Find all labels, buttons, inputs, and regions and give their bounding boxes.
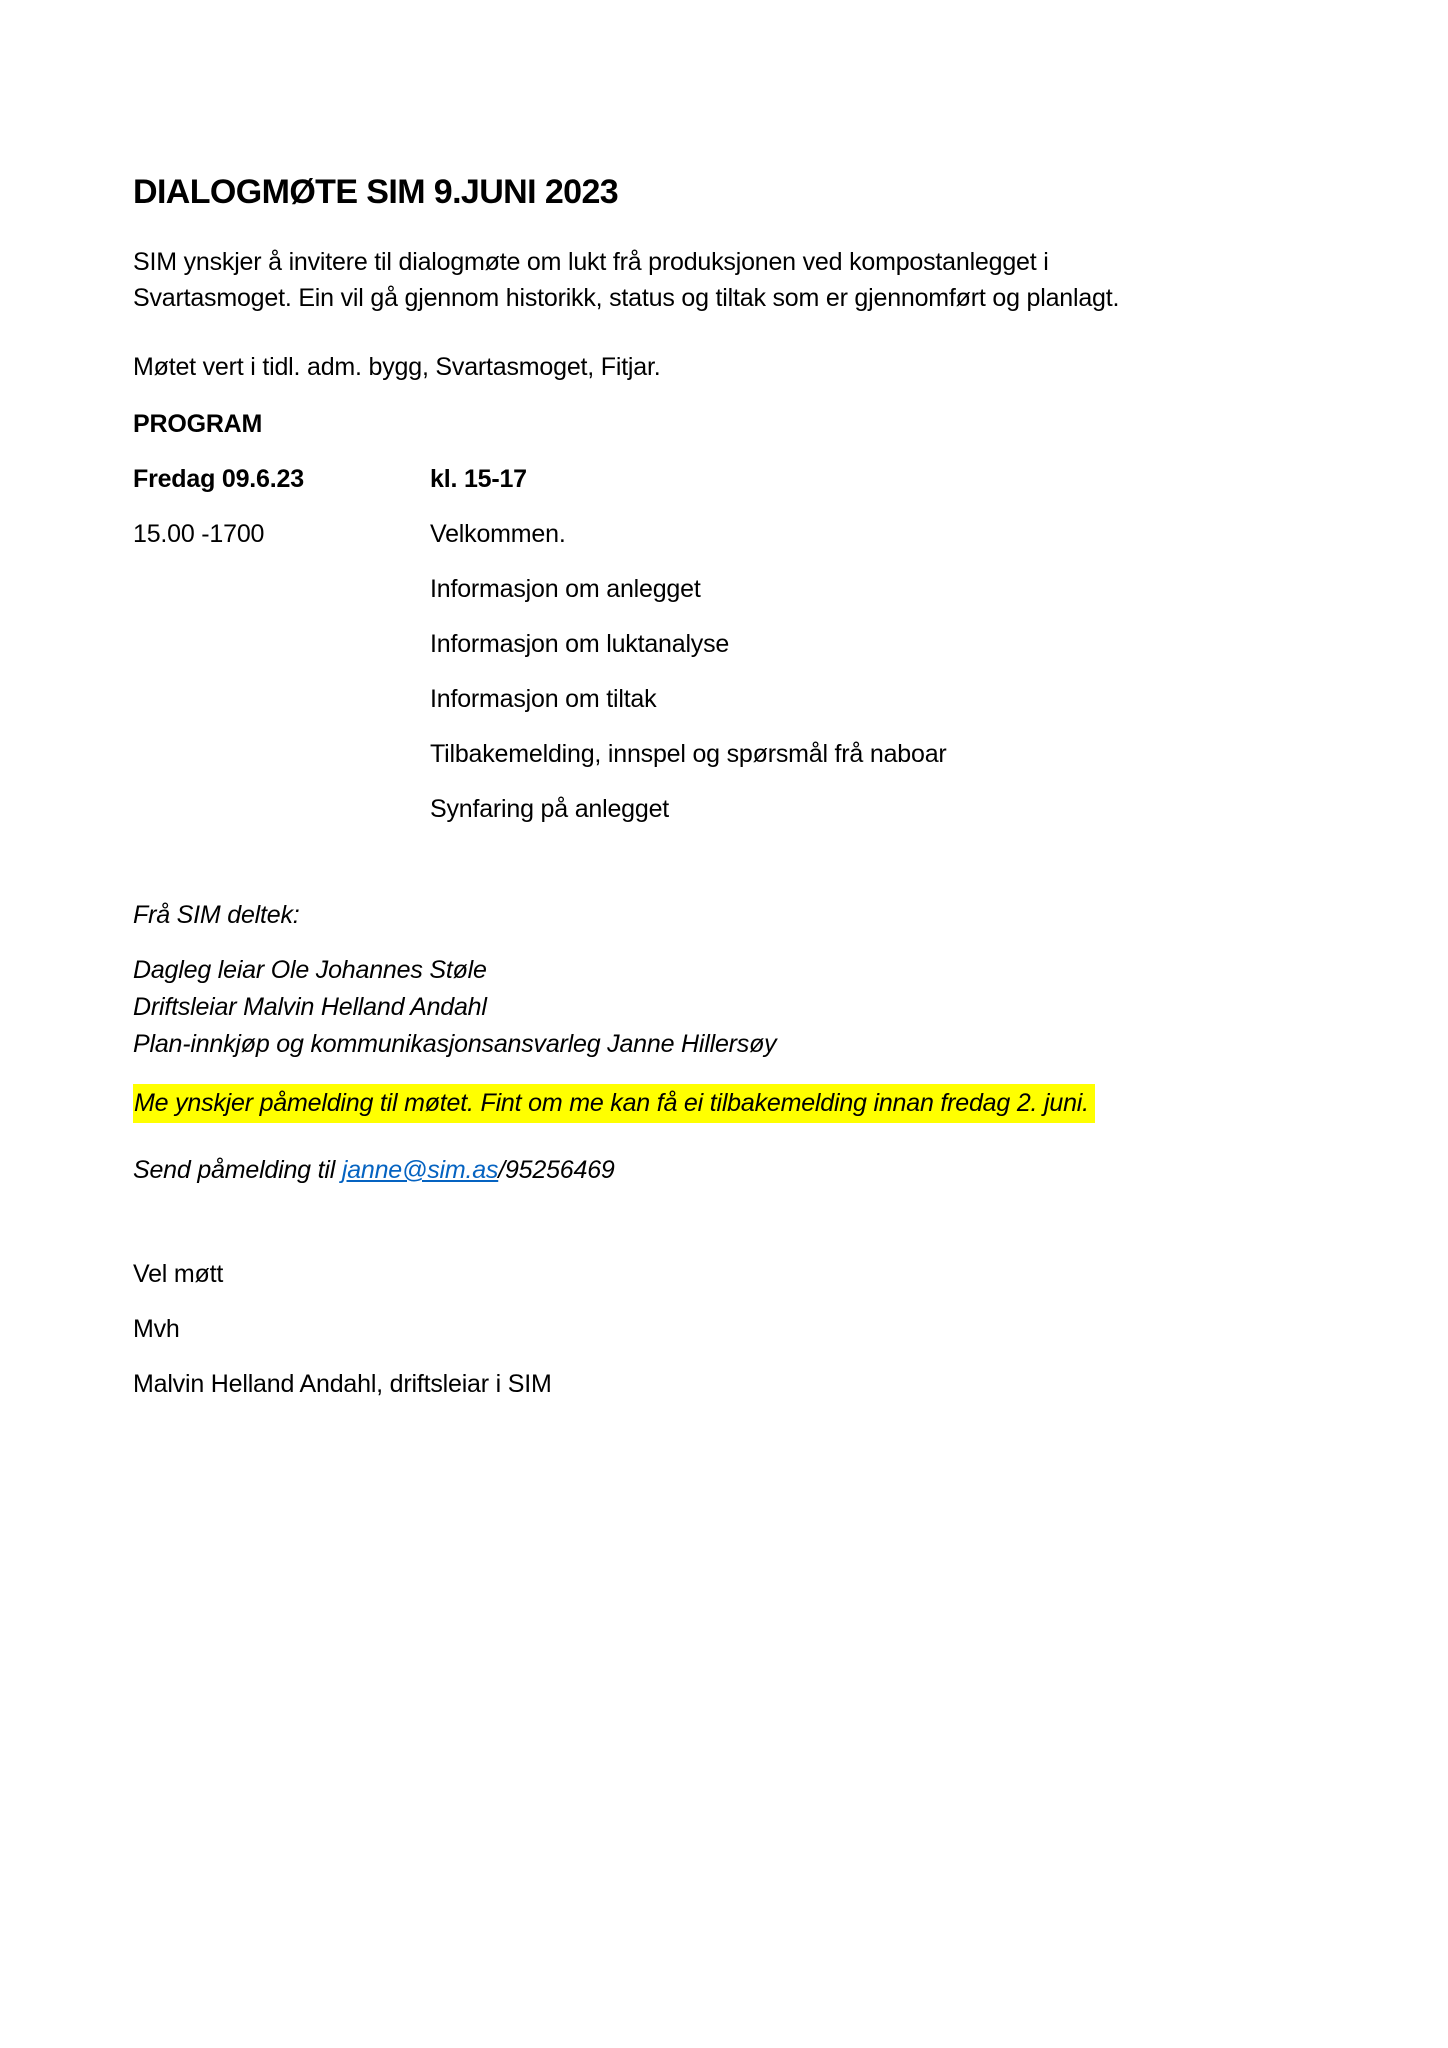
participant: Plan-innkjøp og kommunikasjonsansvarleg Janne Hillersøy — [133, 1030, 777, 1058]
email-link[interactable]: janne@sim.as — [341, 1156, 499, 1184]
intro-line: SIM ynskjer å invitere til dialogmøte om lukt frå produksjonen ved kompostanlegget i — [133, 248, 1049, 276]
program-row — [133, 736, 1328, 772]
intro-line: Svartasmoget. Ein vil gå gjennom historikk, status og tiltak som er gjennomført og planlagt. — [133, 284, 1120, 312]
signup-phone: /95256469 — [498, 1156, 615, 1184]
participant: Dagleg leiar Ole Johannes Støle — [133, 956, 487, 984]
program-row — [133, 571, 1328, 607]
program-row-time — [133, 626, 430, 662]
participants-list — [133, 952, 1328, 1063]
highlighted-text: Me ynskjer påmelding til møtet. Fint om me kan få ei tilbakemelding innan fredag 2. juni. — [133, 1084, 1095, 1123]
intro-paragraph — [133, 244, 1233, 316]
program-row-time — [133, 736, 430, 772]
program-header-row — [133, 461, 1328, 497]
program-row-item: Informasjon om luktanalyse — [430, 630, 730, 658]
location-line: Møtet vert i tidl. adm. bygg, Svartasmoget, Fitjar. — [133, 353, 661, 381]
program-time-range: kl. 15-17 — [430, 465, 527, 493]
program-row-item: Informasjon om tiltak — [430, 685, 657, 713]
program-row — [133, 626, 1328, 662]
closing-line: Vel møtt — [133, 1260, 224, 1288]
closing-line: Mvh — [133, 1315, 180, 1343]
document-title: DIALOGMØTE SIM 9.JUNI 2023 — [133, 173, 619, 211]
program-row — [133, 681, 1328, 717]
program-row-item: Informasjon om anlegget — [430, 575, 701, 603]
program-row-item: Tilbakemelding, innspel og spørsmål frå naboar — [430, 740, 947, 768]
signature-line: Malvin Helland Andahl, driftsleiar i SIM — [133, 1370, 552, 1398]
program-date: Fredag 09.6.23 — [133, 465, 304, 493]
signup-prefix: Send påmelding til — [133, 1156, 342, 1184]
registration-note — [133, 1085, 1328, 1122]
signup-line — [133, 1152, 1328, 1188]
program-row-item: Synfaring på anlegget — [430, 795, 670, 823]
program-row — [133, 791, 1328, 827]
program-row-time — [133, 571, 430, 607]
participants-heading: Frå SIM deltek: — [133, 901, 300, 929]
program-row-time: 15.00 -1700 — [133, 520, 265, 548]
program-row — [133, 516, 1328, 552]
program-heading: PROGRAM — [133, 410, 263, 438]
program-row-item: Velkommen. — [430, 520, 566, 548]
program-row-time — [133, 681, 430, 717]
program-row-time — [133, 791, 430, 827]
participant: Driftsleiar Malvin Helland Andahl — [133, 993, 487, 1021]
